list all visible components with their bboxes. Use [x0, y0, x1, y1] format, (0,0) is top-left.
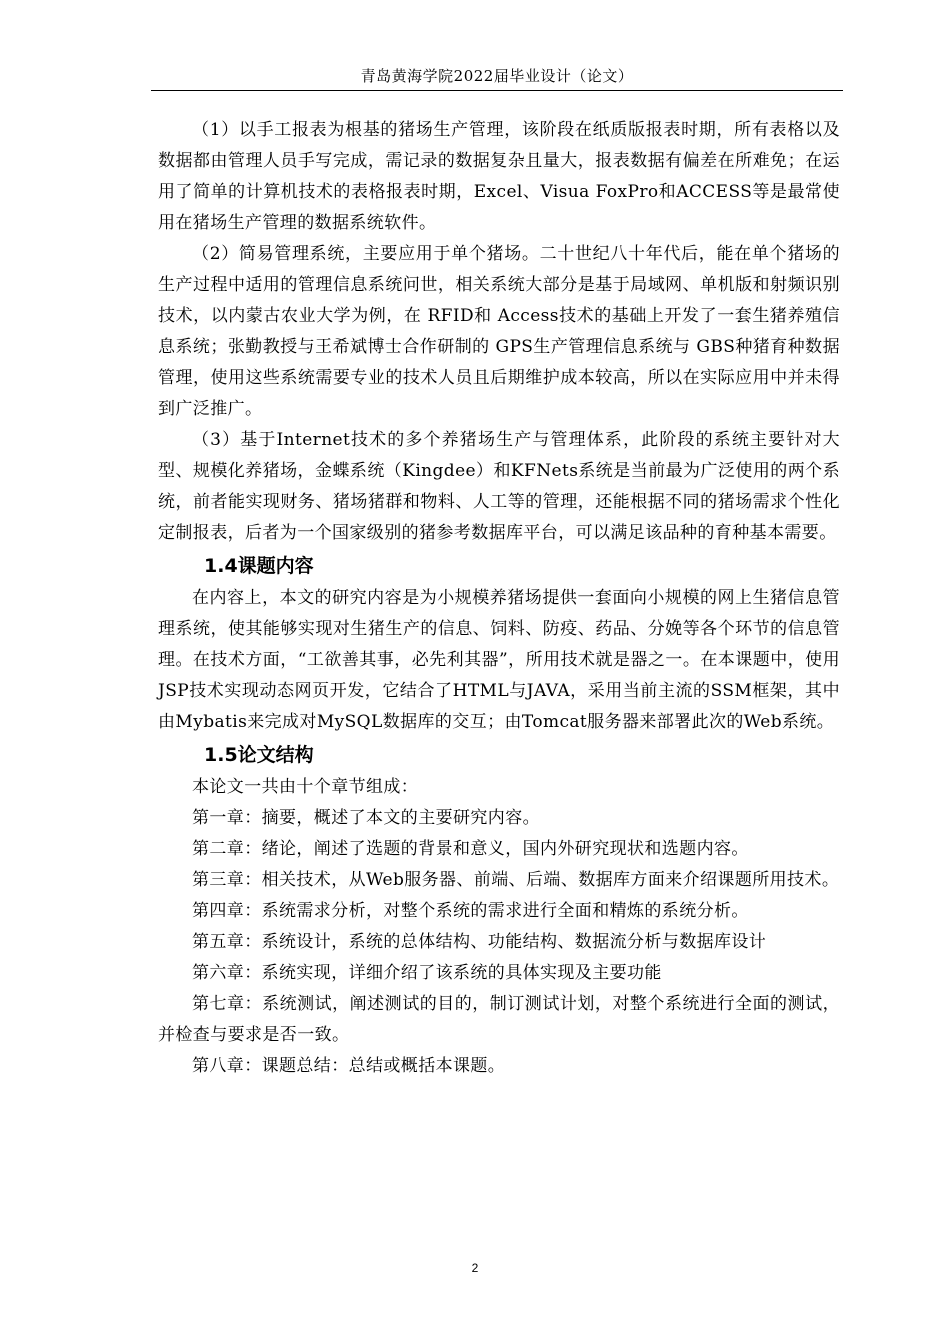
chapter-item: 第七章：系统测试，阐述测试的目的，制订测试计划，对整个系统进行全面的测试，并检查与要求是否一致。 — [158, 994, 840, 1045]
page-number: 2 — [471, 1261, 479, 1275]
chapter-item: 第二章：绪论，阐述了选题的背景和意义，国内外研究现状和选题内容。 — [192, 839, 749, 859]
chapter-item: 第四章：系统需求分析，对整个系统的需求进行全面和精炼的系统分析。 — [192, 901, 749, 921]
chapter-item: 第六章：系统实现，详细介绍了该系统的具体实现及主要功能 — [192, 963, 662, 983]
section-heading-1-4: 1.4课题内容 — [204, 555, 314, 577]
chapter-item: 第一章：摘要，概述了本文的主要研究内容。 — [192, 808, 540, 828]
body-content — [158, 115, 840, 1082]
chapter-item: 第八章：课题总结：总结或概括本课题。 — [192, 1056, 506, 1076]
chapter-item: 第五章：系统设计，系统的总体结构、功能结构、数据流分析与数据库设计 — [192, 932, 767, 952]
section-1-4-text: 在内容上，本文的研究内容是为小规模养猪场提供一套面向小规模的网上生猪信息管理系统，使其能够实现对生猪生产的信息、饲料、防疫、药品、分娩等各个环节的信息管理。在技术方面，“工欲善其事，必先利其器”，所用技术就是器之一。在本课题中，使用JSP技术实现动态网页开发，它结合了HTML与JAVA，采用当前主流的SSM框架，其中由Mybatis来完成对MySQL数据库的交互；由Tomcat服务器来部署此次的Web系统。 — [158, 588, 840, 732]
header-rule — [151, 90, 843, 91]
section-heading-1-5: 1.5论文结构 — [204, 744, 314, 766]
chapter-item: 第三章：相关技术，从Web服务器、前端、后端、数据库方面来介绍课题所用技术。 — [192, 870, 840, 890]
page-header-title: 青岛黄海学院2022届毕业设计（论文） — [360, 67, 634, 85]
paragraph-stage-3: （3）基于Internet技术的多个养猪场生产与管理体系，此阶段的系统主要针对大型、规模化养猪场，金蝶系统（Kingdee）和KFNets系统是当前最为广泛使用的两个系统，前者能实现财务、猪场猪群和物料、人工等的管理，还能根据不同的猪场需求个性化定制报表，后者为一个国家级别的猪参考数据库平台，可以满足该品种的育种基本需要。 — [158, 430, 840, 543]
section-1-5-intro: 本论文一共由十个章节组成： — [192, 777, 419, 797]
paragraph-stage-1: （1）以手工报表为根基的猪场生产管理，该阶段在纸质版报表时期，所有表格以及数据都由管理人员手写完成，需记录的数据复杂且量大，报表数据有偏差在所难免；在运用了简单的计算机技术的表格报表时期，Excel、Visua FoxPro和ACCESS等是最常使用在猪场生产管理的数据系统软件。 — [158, 120, 840, 233]
paragraph-stage-2: （2）简易管理系统，主要应用于单个猪场。二十世纪八十年代后，能在单个猪场的生产过程中适用的管理信息系统问世，相关系统大部分是基于局域网、单机版和射频识别技术，以内蒙古农业大学为例，在 RFID和 Access技术的基础上开发了一套生猪养殖信息系统；张勤教授与王希斌博士合作研制的 GPS生产管理信息系统与 GBS种猪育种数据管理，使用这些系统需要专业的技术人员且后期维护成本较高，所以在实际应用中并未得到广泛推广。 — [158, 244, 840, 419]
